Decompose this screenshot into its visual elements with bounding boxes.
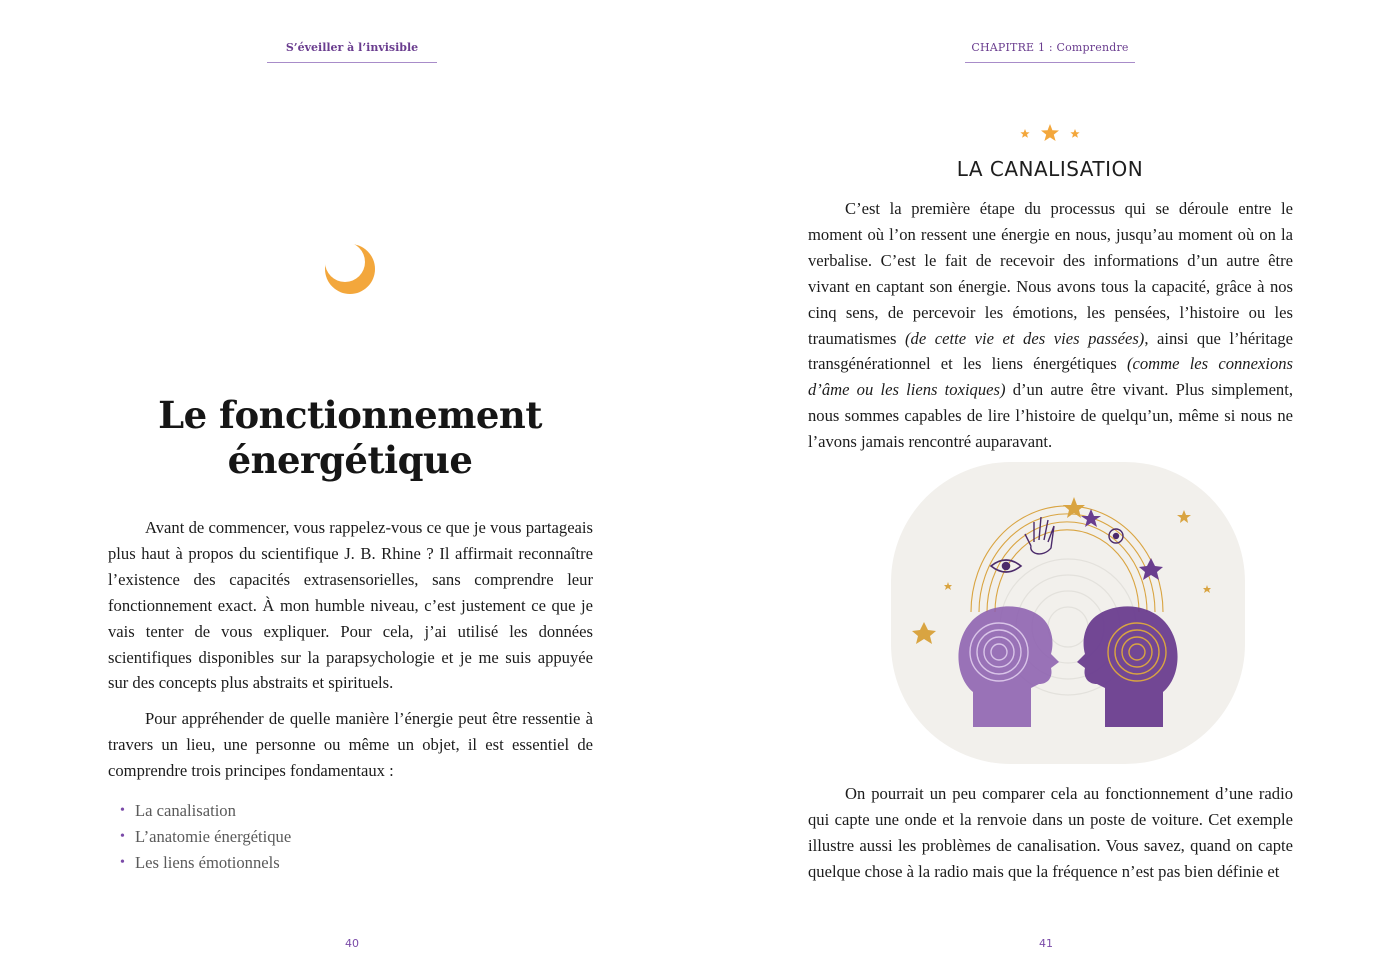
list-item — [108, 798, 593, 824]
running-head-left: S’éveiller à l’invisible — [267, 40, 437, 63]
list-item-label: L’anatomie énergétique — [135, 826, 292, 846]
two-heads-energy-illustration — [891, 462, 1245, 764]
bullet-dot-icon: • — [120, 803, 125, 819]
paragraph — [808, 196, 1293, 455]
text-run: , ainsi que l’héritage transgénérationnel et les liens énergétiques — [808, 328, 1293, 374]
left-body-text — [108, 515, 593, 876]
paragraph: On pourrait un peu comparer cela au fonctionnement d’une radio qui capte une onde et la renvoie dans un poste de voiture. Cet exemple illustre aussi les problèmes de canalisation. Vous savez, quand on capte quelque chose à la radio mais que la fréquence n’est pas bien définie et — [808, 784, 1293, 881]
page-number-right: 41 — [1039, 937, 1053, 950]
italic-text: (de cette vie et des vies passées) — [905, 328, 1145, 348]
list-item-label: La canalisation — [135, 801, 236, 821]
text-run: C’est la première étape du processus qui se déroule entre le moment où l’on ressent une énergie en nous, jusqu’au moment où on la verbalise. C’est le fait de recevoir des informations d’un autre être vivant en captant son énergie. Nous avons tous la capacité, grâce à nos cinq sens, de percevoir les émotions, les pensées, l’histoire ou les traumatismes — [808, 199, 1293, 348]
right-page — [700, 0, 1400, 980]
page-number-left: 40 — [345, 937, 359, 950]
bullet-dot-icon: • — [120, 828, 125, 844]
chapter-title-line2: énergétique — [227, 438, 473, 482]
chapter-title — [108, 393, 592, 483]
section-title: LA CANALISATION — [956, 157, 1144, 181]
italic-text: (comme les connexions d’âme ou les liens toxiques) — [808, 354, 1293, 400]
chapter-title-line1: Le fonctionnement — [158, 393, 542, 437]
list-item-label: Les liens émotionnels — [135, 852, 280, 872]
paragraph: Pour appréhender de quelle manière l’énergie peut être ressentie à travers un lieu, une personne ou même un objet, il est essentiel de comprendre trois principes fondamentaux : — [108, 709, 593, 781]
bullet-dot-icon: • — [120, 854, 125, 870]
three-stars-icon — [1014, 122, 1086, 144]
running-head-right: CHAPITRE 1 : Comprendre — [965, 40, 1135, 63]
list-item — [108, 824, 593, 850]
principles-list — [108, 798, 593, 876]
paragraph: Avant de commencer, vous rappelez-vous ce que je vous partageais plus haut à propos du scientifique J. B. Rhine ? Il affirmait reconnaître l’existence des capacités extrasensorielles, sans comprendre leur fonctionnement exact. À mon humble niveau, c’est justement ce que je vais tenter de vous expliquer. Pour cela, j’ai utilisé les données scientifiques disponibles sur la parapsychologie et je me suis appuyée sur des concepts plus abstraits et spirituels. — [108, 518, 593, 693]
list-item — [108, 850, 593, 876]
crescent-moon-icon — [321, 240, 379, 298]
text-run: d’un autre être vivant. Plus simplement, nous sommes capables de lire l’histoire de quelqu’un, même si nous ne l’avons jamais rencontré auparavant. — [808, 380, 1293, 452]
